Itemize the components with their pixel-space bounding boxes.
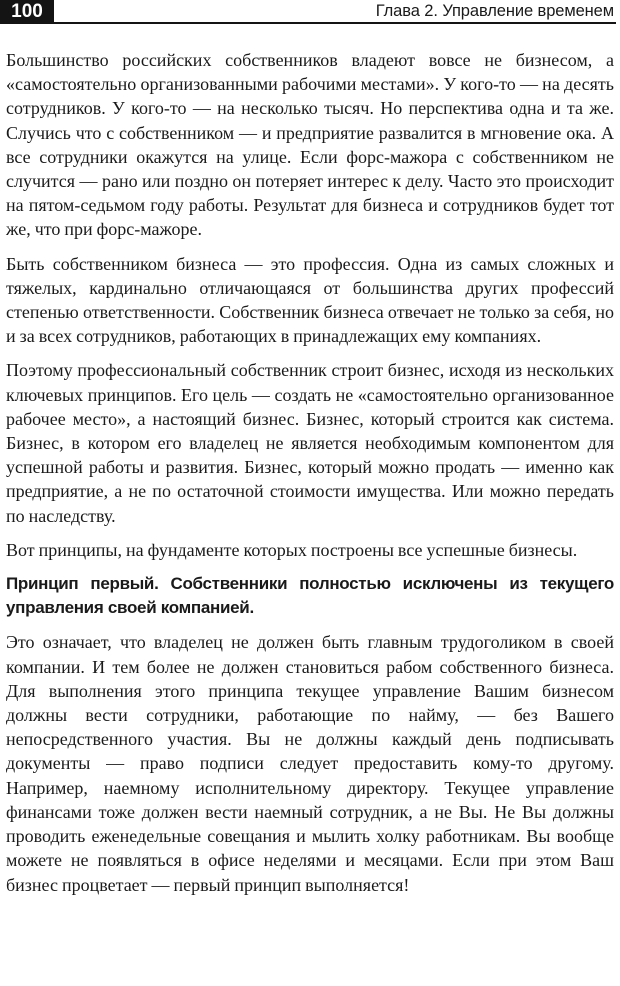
page-header [0,0,620,30]
paragraph: Это означает, что владелец не должен быть главным трудоголиком в своей компании. И тем более не должен становиться рабом собственного бизнеса. Для выполнения этого принципа текущее управление Вашим бизнесом должны вести сотрудники, работающие по найму, — без Вашего непосредственного участия. Вы не должны каждый день подписывать документы — право подписи следует предоставить кому-то другому. Например, наемному исполнительному директору. Текущее управление финансами тоже должен вести наемный сотрудник, а не Вы. Не Вы должны проводить еженедельные совещания и мылить холку работникам. Вы вообще можете не появляться в офисе неделями и месяцами. Если при этом Ваш бизнес процветает — первый принцип выполняется! [6,632,614,895]
page-number: 100 [0,0,54,24]
paragraph: Поэтому профессиональный собственник строит бизнес, исходя из нескольких ключевых принципов. Его цель — создать не «самостоятельно организованное рабочее место», а настоящий бизнес. Бизнес, который строится как система. Бизнес, в котором его владелец не является необходимым компонентом для успешной работы и развития. Бизнес, который можно продать — именно как предприятие, а не по остаточной стоимости имущества. Или можно передать по наследству. [6,360,614,526]
header-rule [54,22,616,24]
principle-heading: Принцип первый. Собственники полностью исключены из текущего управления своей компанией. [6,574,614,618]
paragraph: Быть собственником бизнеса — это профессия. Одна из самых сложных и тяжелых, кардинально отличающаяся от большинства других профессий степенью ответственности. Собственник бизнеса отвечает не только за себя, но и за всех сотрудников, работающих в принадлежащих ему компаниях. [6,253,614,347]
paragraph: Большинство российских собственников владеют вовсе не бизнесом, а «самостоятельно организованными рабочими местами». У кого-то — на десять сотрудников. У кого-то — на несколько тысяч. Но перспектива одна и та же. Случись что с собственником — и предприятие развалится в мгновение ока. А все сотрудники окажутся на улице. Если форс-мажора с собственником не случится — рано или поздно он потеряет интерес к делу. Часто это происходит на пятом-седьмом году работы. Результат для бизнеса и сотрудников будет тот же, что при форс-мажоре. [6,50,614,240]
running-title: Глава 2. Управление временем [375,2,614,20]
paragraph: Вот принципы, на фундаменте которых построены все успешные бизнесы. [6,539,578,560]
page-body [6,48,614,907]
